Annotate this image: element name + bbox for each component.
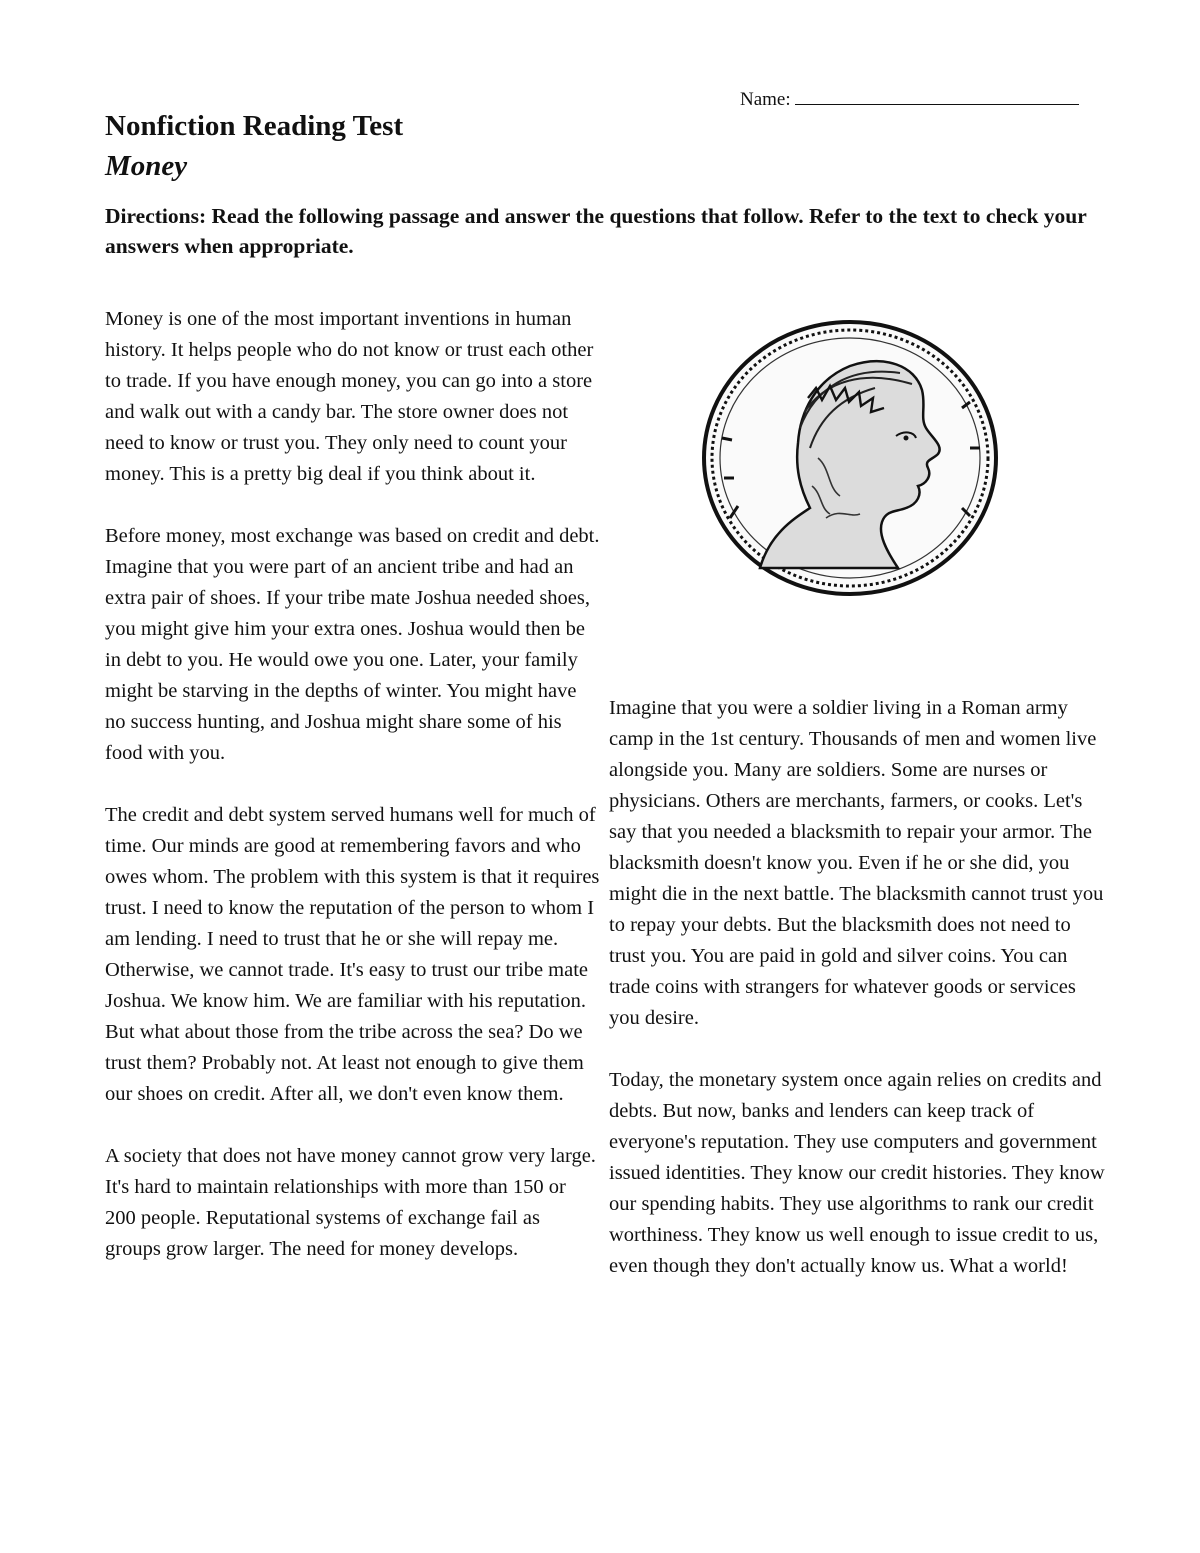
directions: [105, 201, 1095, 261]
name-field[interactable]: [740, 86, 1079, 111]
name-blank-line[interactable]: [795, 86, 1079, 105]
passage-paragraph: Imagine that you were a soldier living in a Roman army camp in the 1st century. Thousands of men and women live alongside you. Many are soldiers. Some are nurses or physicians. Others are merchants, farmers, or cooks. Let's say that you needed a blacksmith to repair your armor. The blacksmith doesn't know you. Even if he or she did, you might die in the next battle. The blacksmith cannot trust you to repay your debts. But the blacksmith does not need to trust you. You are paid in gold and silver coins. You can trade coins with strangers for whatever goods or services you desire.: [609, 697, 1104, 1029]
passage-right-column: [609, 693, 1109, 1313]
passage-left-column: [105, 304, 600, 1296]
name-label: Name:: [740, 89, 791, 110]
page-title: Nonfiction Reading Test: [105, 110, 404, 142]
passage-paragraph: Today, the monetary system once again relies on credits and debts. But now, banks and lenders can keep track of everyone's reputation. They use computers and government issued identities. They know our credit histories. They know our spending habits. They use algorithms to rank our credit worthiness. They know us well enough to issue credit to us, even though they don't actually know us. What a world!: [609, 1069, 1105, 1277]
page-subtitle: Money: [105, 150, 188, 182]
directions-label: Directions:: [105, 204, 207, 228]
passage-paragraph: Before money, most exchange was based on credit and debt. Imagine that you were part of an ancient tribe and had an extra pair of shoes. If your tribe mate Joshua needed shoes, you might give him your extra ones. Joshua would then be in debt to you. He would owe you one. Later, your family might be starving in the depths of winter. You might have no success hunting, and Joshua might share some of his food with you.: [105, 525, 600, 764]
passage-paragraph: A society that does not have money cannot grow very large. It's hard to maintain relationships with more than 150 or 200 people. Reputational systems of exchange fail as groups grow larger. The need for money develops.: [105, 1145, 596, 1260]
directions-text: Read the following passage and answer the questions that follow. Refer to the text to check your answers when appropriate.: [105, 204, 1087, 258]
ancient-coin-icon: [700, 318, 1000, 598]
passage-paragraph: The credit and debt system served humans well for much of time. Our minds are good at remembering favors and who owes whom. The problem with this system is that it requires trust. I need to know the reputation of the person to whom I am lending. I need to trust that he or she will repay me. Otherwise, we cannot trade. It's easy to trust our tribe mate Joshua. We know him. We are familiar with his reputation. But what about those from the tribe across the sea? Do we trust them? Probably not. At least not enough to give them our shoes on credit. After all, we don't even know them.: [105, 804, 600, 1105]
passage-paragraph: Money is one of the most important inventions in human history. It helps people who do not know or trust each other to trade. If you have enough money, you can go into a store and walk out with a candy bar. The store owner does not need to know or trust you. They only need to count your money. This is a pretty big deal if you think about it.: [105, 308, 594, 485]
